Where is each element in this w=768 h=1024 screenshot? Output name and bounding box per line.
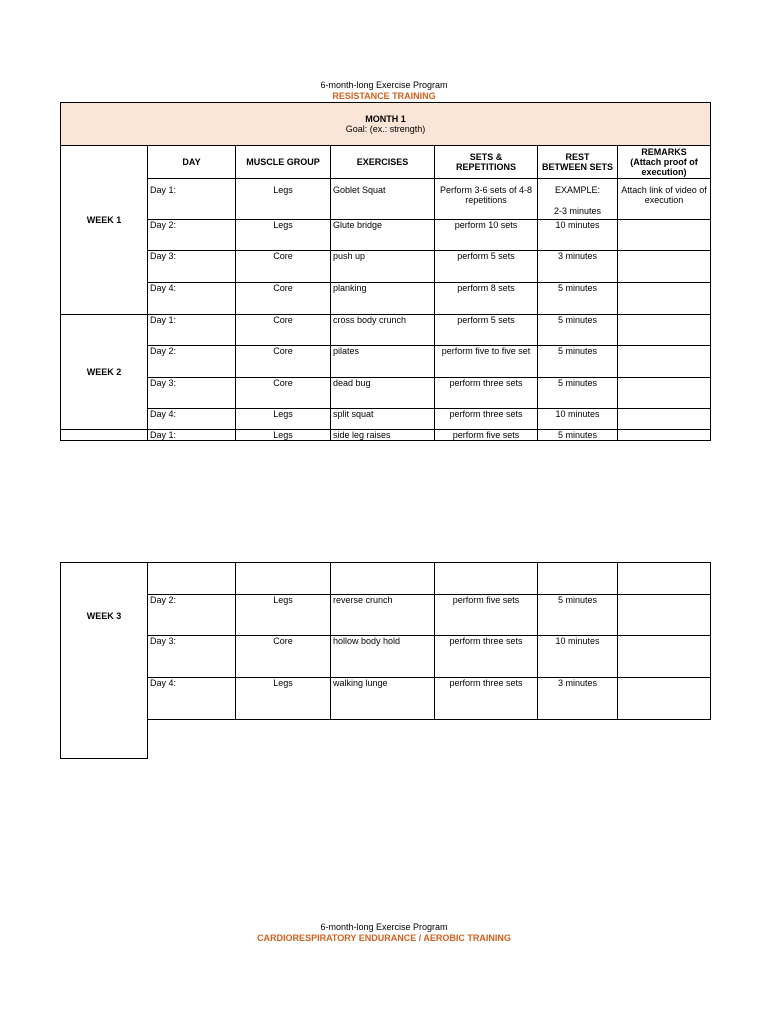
day-cell: Day 1: <box>148 179 236 220</box>
sets-cell: perform 8 sets <box>435 283 538 315</box>
exercise-cell: split squat <box>331 409 435 430</box>
rest-cell: EXAMPLE: 2-3 minutes <box>538 179 618 220</box>
rest-cell: 5 minutes <box>538 346 618 378</box>
week-3-label-start <box>61 430 148 441</box>
sets-cell: perform three sets <box>435 378 538 409</box>
header-remarks: REMARKS (Attach proof of execution) <box>618 146 711 179</box>
sets-cell: perform five to five set <box>435 346 538 378</box>
table-row <box>61 636 711 678</box>
aerobic-heading <box>0 922 768 944</box>
header-sets-repetitions: SETS & REPETITIONS <box>435 146 538 179</box>
remarks-cell <box>618 315 711 346</box>
muscle-cell: Legs <box>236 179 331 220</box>
aerobic-title: 6-month-long Exercise Program <box>320 922 448 932</box>
table-row <box>61 378 711 409</box>
muscle-cell: Legs <box>236 595 331 636</box>
exercise-cell: pilates <box>331 346 435 378</box>
remarks-cell <box>618 678 711 720</box>
remarks-cell <box>618 409 711 430</box>
sets-cell <box>435 563 538 595</box>
rest-cell: 10 minutes <box>538 636 618 678</box>
remarks-cell <box>618 283 711 315</box>
exercise-cell: reverse crunch <box>331 595 435 636</box>
exercise-cell: cross body crunch <box>331 315 435 346</box>
remarks-cell <box>618 595 711 636</box>
rest-cell: 5 minutes <box>538 283 618 315</box>
header-exercises: EXERCISES <box>331 146 435 179</box>
rest-cell: 5 minutes <box>538 315 618 346</box>
day-cell: Day 3: <box>148 378 236 409</box>
day-cell <box>148 563 236 595</box>
muscle-cell: Core <box>236 315 331 346</box>
table-row <box>61 595 711 636</box>
muscle-cell: Core <box>236 346 331 378</box>
rest-cell: 5 minutes <box>538 378 618 409</box>
remarks-cell: Attach link of video of execution <box>618 179 711 220</box>
muscle-cell: Core <box>236 283 331 315</box>
rest-cell: 10 minutes <box>538 220 618 251</box>
exercise-cell: hollow body hold <box>331 636 435 678</box>
week-3-label: WEEK 3 <box>61 563 148 759</box>
table-row <box>61 720 711 759</box>
day-cell: Day 3: <box>148 636 236 678</box>
program-subtitle: RESISTANCE TRAINING <box>332 91 436 101</box>
table-row <box>61 409 711 430</box>
month-goal: Goal: (ex.: strength) <box>345 124 426 134</box>
muscle-cell: Legs <box>236 678 331 720</box>
rest-cell: 10 minutes <box>538 409 618 430</box>
remarks-cell <box>618 378 711 409</box>
remarks-cell <box>618 220 711 251</box>
day-cell: Day 4: <box>148 283 236 315</box>
month-title: MONTH 1 <box>365 114 406 124</box>
exercise-cell: dead bug <box>331 378 435 409</box>
resistance-training-table <box>60 102 711 441</box>
sets-cell: perform five sets <box>435 595 538 636</box>
muscle-cell: Legs <box>236 430 331 441</box>
aerobic-subtitle: CARDIORESPIRATORY ENDURANCE / AEROBIC TRAINING <box>257 933 511 943</box>
muscle-cell: Legs <box>236 409 331 430</box>
rest-cell <box>538 563 618 595</box>
week-2-label: WEEK 2 <box>61 315 148 430</box>
program-heading <box>0 80 768 102</box>
day-cell: Day 4: <box>148 409 236 430</box>
sets-cell: perform five sets <box>435 430 538 441</box>
resistance-training-table-continued <box>60 562 711 759</box>
muscle-cell: Core <box>236 378 331 409</box>
sets-cell: perform three sets <box>435 409 538 430</box>
exercise-cell: side leg raises <box>331 430 435 441</box>
muscle-cell: Legs <box>236 220 331 251</box>
table-row <box>61 346 711 378</box>
day-cell: Day 2: <box>148 595 236 636</box>
sets-cell: perform 10 sets <box>435 220 538 251</box>
table-row <box>61 179 711 220</box>
week-1-label: WEEK 1 <box>61 146 148 315</box>
muscle-cell: Core <box>236 251 331 283</box>
sets-cell: perform 5 sets <box>435 251 538 283</box>
rest-cell: 5 minutes <box>538 595 618 636</box>
rest-cell: 3 minutes <box>538 678 618 720</box>
exercise-cell: Goblet Squat <box>331 179 435 220</box>
table-row <box>61 220 711 251</box>
day-cell: Day 2: <box>148 346 236 378</box>
exercise-cell: planking <box>331 283 435 315</box>
muscle-cell <box>236 563 331 595</box>
header-day: DAY <box>148 146 236 179</box>
sets-cell: perform three sets <box>435 678 538 720</box>
table-row <box>61 283 711 315</box>
remarks-cell <box>618 430 711 441</box>
remarks-cell <box>618 251 711 283</box>
program-title: 6-month-long Exercise Program <box>320 80 448 90</box>
sets-cell: perform three sets <box>435 636 538 678</box>
rest-cell: 3 minutes <box>538 251 618 283</box>
header-muscle-group: MUSCLE GROUP <box>236 146 331 179</box>
day-cell: Day 3: <box>148 251 236 283</box>
day-cell: Day 1: <box>148 430 236 441</box>
exercise-cell: walking lunge <box>331 678 435 720</box>
table-row <box>61 678 711 720</box>
sets-cell: perform 5 sets <box>435 315 538 346</box>
exercise-cell <box>331 563 435 595</box>
day-cell: Day 2: <box>148 220 236 251</box>
day-cell: Day 1: <box>148 315 236 346</box>
table-row <box>61 430 711 441</box>
exercise-cell: Glute bridge <box>331 220 435 251</box>
day-cell: Day 4: <box>148 678 236 720</box>
table-row <box>61 563 711 595</box>
month-header <box>61 103 711 146</box>
header-rest: REST BETWEEN SETS <box>538 146 618 179</box>
remarks-cell <box>618 346 711 378</box>
table-row <box>61 315 711 346</box>
exercise-cell: push up <box>331 251 435 283</box>
sets-cell: Perform 3-6 sets of 4-8 repetitions <box>435 179 538 220</box>
rest-cell: 5 minutes <box>538 430 618 441</box>
table-row <box>61 251 711 283</box>
muscle-cell: Core <box>236 636 331 678</box>
remarks-cell <box>618 636 711 678</box>
remarks-cell <box>618 563 711 595</box>
